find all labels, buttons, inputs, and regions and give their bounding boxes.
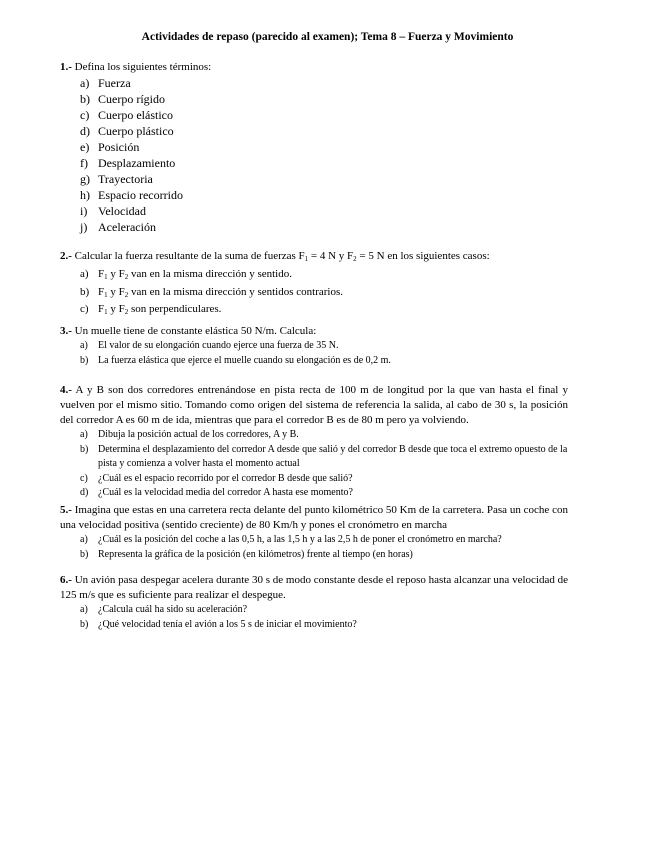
item-text: Posición [98,140,140,154]
item-text: ¿Cuál es el espacio recorrido por el corredor B desde que salió? [98,472,353,484]
item-text: ¿Calcula cuál ha sido su aceleración? [98,604,248,615]
question-3-items [60,339,568,368]
force-symbol: y F [107,268,125,280]
item-letter: a) [80,268,89,280]
question-1 [60,60,568,235]
item-text [98,302,568,320]
item-letter: b) [80,285,90,298]
item-letter: g) [80,172,90,186]
subscript: 1 [104,273,108,281]
item-letter: d) [80,124,90,138]
question-5-stem [60,503,568,533]
list-item [60,603,568,618]
item-letter: a) [80,604,88,615]
question-number: 4.- [60,384,72,396]
list-item [60,123,568,139]
question-3 [60,324,568,368]
question-text: Defina los siguientes términos: [71,61,212,73]
list-item [60,219,568,235]
force-symbol: F [98,303,105,315]
question-4-stem [60,383,568,428]
question-number: 6.- [60,574,72,586]
subscript: 1 [104,290,108,299]
list-item [60,267,568,285]
item-letter: c) [80,303,89,315]
question-6-items [60,603,568,632]
list-item [60,91,568,107]
item-text-rest: van en la misma dirección y sentidos contrarios. [128,285,343,298]
list-item [60,187,568,203]
force-symbol: y F [107,285,125,298]
item-text [98,267,568,285]
list-item [60,139,568,155]
question-text: Un muelle tiene de constante elástica 50 N/m. Calcula: [71,325,317,337]
item-text-rest: son perpendiculares. [128,303,222,315]
list-item [60,285,568,303]
question-6-stem [60,573,568,603]
question-text: Calcular la fuerza resultante de la suma de fuerzas F [71,250,305,262]
question-text: = 5 N en los siguientes casos: [356,250,490,262]
question-4 [60,383,568,501]
item-letter: h) [80,188,90,202]
list-item [60,203,568,219]
question-5-items [60,533,568,562]
question-2-stem [60,249,568,267]
list-item [60,354,568,369]
list-item [60,107,568,123]
item-text: La fuerza elástica que ejerce el muelle cuando su elongación es de 0,2 m. [98,354,391,366]
list-item [60,171,568,187]
item-text: Cuerpo rígido [98,92,165,106]
item-text: Determina el desplazamiento del corredor A desde que salió y del corredor B desde que toca el extremo opuesto de la pista y comienza a volver hasta el momento actual [98,443,568,469]
item-letter: a) [80,340,88,351]
list-item [60,533,568,548]
subscript: 2 [124,273,129,281]
question-2-items [60,267,568,320]
question-number: 2.- [60,250,72,262]
question-number: 5.- [60,504,72,516]
question-1-stem [60,60,568,75]
question-text: Un avión pasa despegar acelera durante 30 s de modo constante desde el reposo hasta alcanzar una velocidad de 125 m/s que es suficiente para realizar el despegue. [60,574,568,601]
subscript: 1 [104,308,108,316]
item-letter: b) [80,354,89,366]
item-letter: b) [80,92,90,106]
question-6 [60,573,568,632]
question-5 [60,503,568,562]
item-letter: b) [80,618,89,630]
question-2 [60,249,568,320]
list-item [60,339,568,354]
item-text: Cuerpo plástico [98,124,174,138]
list-item [60,443,568,472]
item-text: Trayectoria [98,172,153,186]
item-letter: a) [80,429,88,440]
item-text [98,285,568,303]
item-letter: f) [80,156,88,170]
question-text: = 4 N y F [308,250,354,262]
question-number: 3.- [60,325,72,337]
item-letter: e) [80,140,90,154]
item-letter: d) [80,487,89,498]
list-item [60,155,568,171]
subscript: 2 [124,308,129,316]
item-letter: a) [80,76,90,90]
subscript: 2 [353,255,357,263]
question-text: Imagina que estas en una carretera recta delante del punto kilométrico 50 Km de la carretera. Pasa un coche con una velocidad positiva (sentido creciente) de 80 Km/h y pones el cronómetro en marcha [60,504,568,531]
item-letter: a) [80,534,88,545]
item-text: Fuerza [98,76,131,90]
item-text: El valor de su elongación cuando ejerce una fuerza de 35 N. [98,340,339,351]
subscript: 1 [304,255,309,263]
item-text: Cuerpo elástico [98,108,173,122]
question-1-items [60,75,568,235]
page-title: Actividades de repaso (parecido al examen); Tema 8 – Fuerza y Movimiento [141,31,514,43]
list-item [60,548,568,563]
force-symbol: F [98,285,105,298]
item-text: Desplazamiento [98,156,176,170]
question-3-stem [60,324,568,339]
item-letter: c) [80,108,90,122]
item-text: Aceleración [98,220,156,234]
list-item [60,472,568,487]
item-letter: i) [80,204,88,218]
question-number: 1.- [60,61,72,73]
item-letter: b) [80,548,89,560]
item-text-rest: van en la misma dirección y sentido. [128,268,292,280]
question-4-items [60,428,568,501]
force-symbol: y F [107,303,125,315]
item-text: ¿Cuál es la velocidad media del corredor A hasta ese momento? [98,487,353,498]
force-symbol: F [98,268,105,280]
list-item [60,486,568,501]
item-letter: b) [80,443,89,455]
list-item [60,618,568,633]
subscript: 2 [124,290,129,299]
item-text: Dibuja la posición actual de los corredores, A y B. [98,429,299,440]
item-text: Velocidad [98,204,146,218]
list-item [60,75,568,91]
item-text: Representa la gráfica de la posición (en kilómetros) frente al tiempo (en horas) [98,548,413,560]
list-item [60,428,568,443]
item-letter: c) [80,472,88,484]
item-text: ¿Cuál es la posición del coche a las 0,5 h, a las 1,5 h y a las 2,5 h de poner el cronómetro en marcha? [98,534,502,545]
question-text: A y B son dos corredores entrenándose en pista recta de 100 m de longitud por la que van hasta el final y vuelven por el mismo sitio. Tomando como origen del sistema de referencia la salida, al cabo de 30 s, la posición del corredor A es 60 m de ida, mientras que para el corredor B es de 80 m pero ya volviendo. [60,384,568,426]
item-letter: j) [80,220,88,234]
item-text: Espacio recorrido [98,188,183,202]
item-text: ¿Qué velocidad tenía el avión a los 5 s de iniciar el movimiento? [98,618,357,630]
list-item [60,302,568,320]
